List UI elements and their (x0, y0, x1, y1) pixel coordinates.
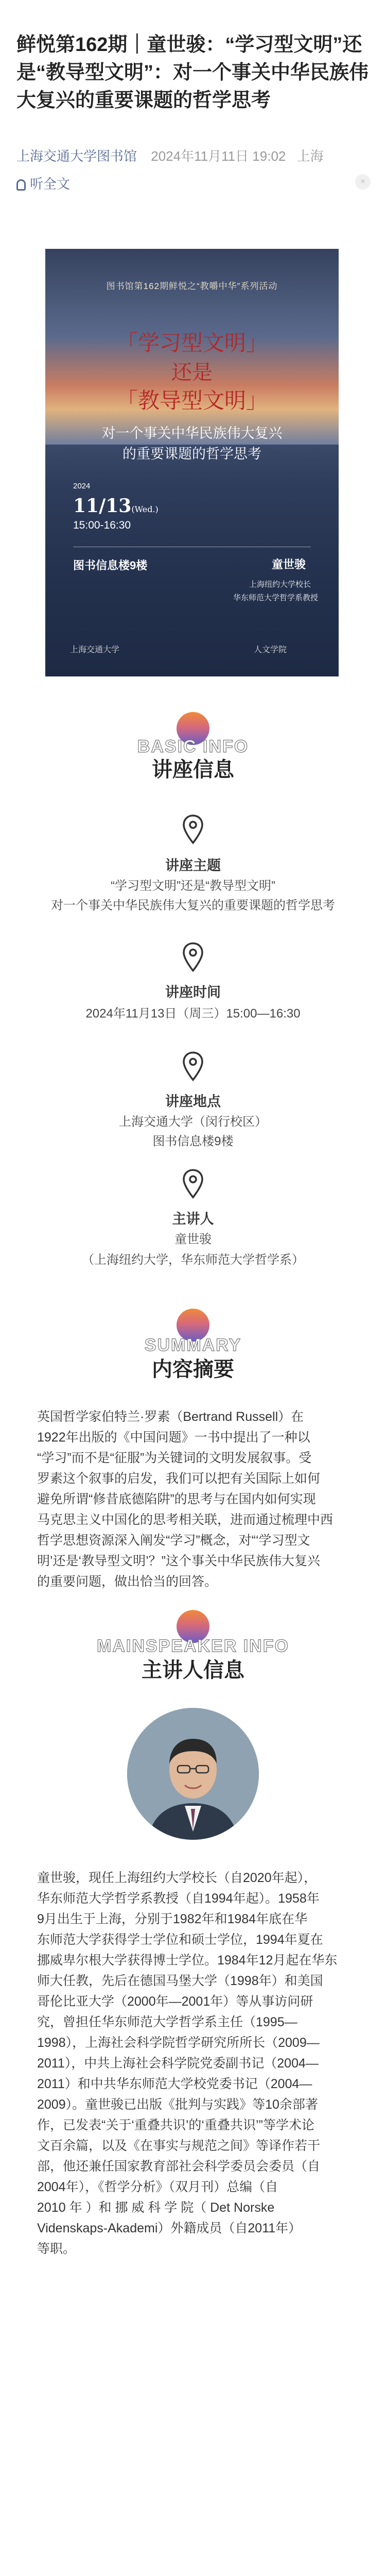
poster-series: 图书馆第162期鲜悦之“教嚼中华”系列活动 (106, 281, 278, 291)
summary-line: 明’还是‘教导型文明’？”这个事关中华民族伟大复兴 (37, 1554, 320, 1568)
section-en-basic: BASIC INFO (137, 737, 249, 756)
time-value: 2024年11月13日（周三）15:00—16:30 (85, 1007, 301, 1021)
poster-year: 2024 (73, 482, 91, 490)
event-poster (45, 249, 339, 676)
location-pin-icon (182, 814, 204, 845)
speaker-name: 童世骏 (174, 1232, 212, 1246)
topic-line-1: “学习型文明”还是“教导型文明” (111, 879, 275, 893)
summary-line: 的重要问题，做出恰当的回答。 (37, 1574, 218, 1589)
bio-line: 2004年），《哲学分析》（双月刊）总编（自 (37, 2180, 278, 2194)
bio-line: 师大任教，先后在德国马堡大学（1998年）和美国 (37, 1974, 323, 1988)
bio-line: Videnskaps-Akademi）外籍成员（自2011年） (37, 2221, 302, 2235)
speaker-affiliation: （上海纽约大学，华东师范大学哲学系） (82, 1253, 304, 1267)
topic-line-2: 对一个事关中华民族伟大复兴的重要课题的哲学思考 (51, 899, 335, 912)
headphone-icon (16, 179, 26, 191)
publish-location: 上海 (296, 148, 324, 164)
summary-line: 1922年出版的《中国问题》一书中提出了一种以 (37, 1430, 310, 1445)
section-title-speaker: 主讲人信息 (142, 1659, 244, 1682)
summary-line: 英国哲学家伯特兰·罗素（Bertrand Russell）在 (37, 1410, 304, 1424)
topic-label: 讲座主题 (165, 858, 221, 873)
bio-line: 童世骏，现任上海纽约大学校长（自2020年起）， (37, 1871, 317, 1885)
poster-main-1: 「学习型文明」 (116, 330, 268, 355)
article-title: 鲜悦第162期｜童世骏：“学习型文明”还是“教导型文明”：对一个事关中华民族伟大复兴的重要课题的哲学思考 (16, 34, 369, 111)
more-icon[interactable]: × (355, 174, 371, 190)
poster-weekday: (Wed.) (131, 504, 159, 514)
bio-line: 2011）和中共华东师范大学校党委书记（2004— (37, 2077, 312, 2091)
bio-line: 文百余篇，以及《在事实与规范之间》等译作若干 (37, 2139, 321, 2153)
location-pin-icon (182, 1168, 204, 1199)
poster-date-value: 11/13 (73, 495, 132, 517)
bio-line: 1998），上海社会科学院哲学研究所所长（2009— (37, 2036, 320, 2050)
section-en-speaker: MAINSPEAKER INFO (97, 1636, 289, 1656)
bio-line: 2009）。童世骏已出版《批判与实践》等10余部著 (37, 2097, 318, 2112)
speaker-photo (127, 1708, 259, 1840)
poster-venue: 图书信息楼9楼 (73, 559, 148, 572)
bio-line: 究，曾担任华东师范大学哲学系主任（1995— (37, 2015, 297, 2029)
poster-logo-humanities: 人文学院 (254, 646, 287, 654)
bio-line: 东师范大学获得学士学位和硕士学位，1994年夏在 (37, 1933, 323, 1947)
poster-time: 15:00-16:30 (73, 519, 131, 531)
poster-main-2: 还是 (171, 361, 213, 384)
summary-line: 马克思主义中国化的思考相关联，进而通过梳理中西 (37, 1513, 334, 1527)
article-meta (16, 146, 324, 165)
summary-line: 避免所谓“修昔底德陷阱”的思考与在国内如何实现 (37, 1492, 316, 1506)
bio-line: 2010 年 ）和 挪 威 科 学 院（ Det Norske (37, 2200, 275, 2215)
bio-line: 2011），中共上海社会科学院党委副书记（2004— (37, 2056, 319, 2071)
poster-date (73, 495, 159, 517)
bio-line: 华东师范大学哲学系教授（自1994年起）。1958年 (37, 1891, 320, 1906)
summary-line: 罗素这个叙事的启发，我们可以把有关国际上如何 (37, 1471, 321, 1486)
section-en-summary: SUMMARY (144, 1335, 242, 1355)
bio-line: 9月出生于上海，分别于1982年和1984年底在华 (37, 1912, 308, 1926)
bio-line: 哥伦比亚大学（2000年—2001年）等从事访问研 (37, 1994, 313, 2009)
place-line-1: 上海交通大学（闵行校区） (119, 1115, 267, 1129)
location-pin-icon (182, 942, 204, 973)
publish-date: 2024年11月11日 19:02 (151, 148, 286, 164)
listen-label: 听全文 (30, 176, 71, 192)
bio-line: 作，已发表“关于‘重叠共识’的‘重叠共识’”等学术论 (37, 2118, 314, 2132)
poster-logo-sjtu: 上海交通大学 (70, 646, 120, 654)
place-line-2: 图书信息楼9楼 (152, 1134, 234, 1148)
section-title-basic: 讲座信息 (152, 758, 234, 781)
speaker-bio-paragraph (37, 1868, 349, 2259)
section-title-summary: 内容摘要 (152, 1358, 234, 1381)
poster-speaker: 童世骏 (271, 558, 306, 571)
poster-sub-2: 的重要课题的哲学思考 (122, 446, 261, 462)
speaker-portrait-image (127, 1708, 259, 1840)
poster-aff-1: 上海纽约大学校长 (249, 580, 311, 589)
poster-main-3: 「教导型文明」 (116, 388, 268, 413)
summary-line: 哲学思想资源深入阐发“学习”概念，对“‘学习型文 (37, 1533, 310, 1548)
speaker-label: 主讲人 (172, 1211, 214, 1227)
bio-line: 等职。 (37, 2242, 76, 2256)
poster-sub-1: 对一个事关中华民族伟大复兴 (101, 426, 283, 442)
bio-line: 部，他还兼任国家教育部社会科学委员会委员（自 (37, 2159, 321, 2174)
bio-line: 挪威卑尔根大学获得博士学位。1984年12月起在华东 (37, 1953, 338, 1968)
summary-paragraph (37, 1406, 349, 1592)
account-link[interactable]: 上海交通大学图书馆 (16, 148, 137, 164)
location-pin-icon (182, 1051, 204, 1082)
place-label: 讲座地点 (165, 1094, 221, 1109)
listen-button[interactable] (16, 174, 70, 193)
time-label: 讲座时间 (165, 985, 221, 1000)
poster-aff-2: 华东师范大学哲学系教授 (233, 594, 318, 602)
summary-line: “学习”而不是“征服”为关键词的文明发展叙事。受 (37, 1451, 312, 1465)
